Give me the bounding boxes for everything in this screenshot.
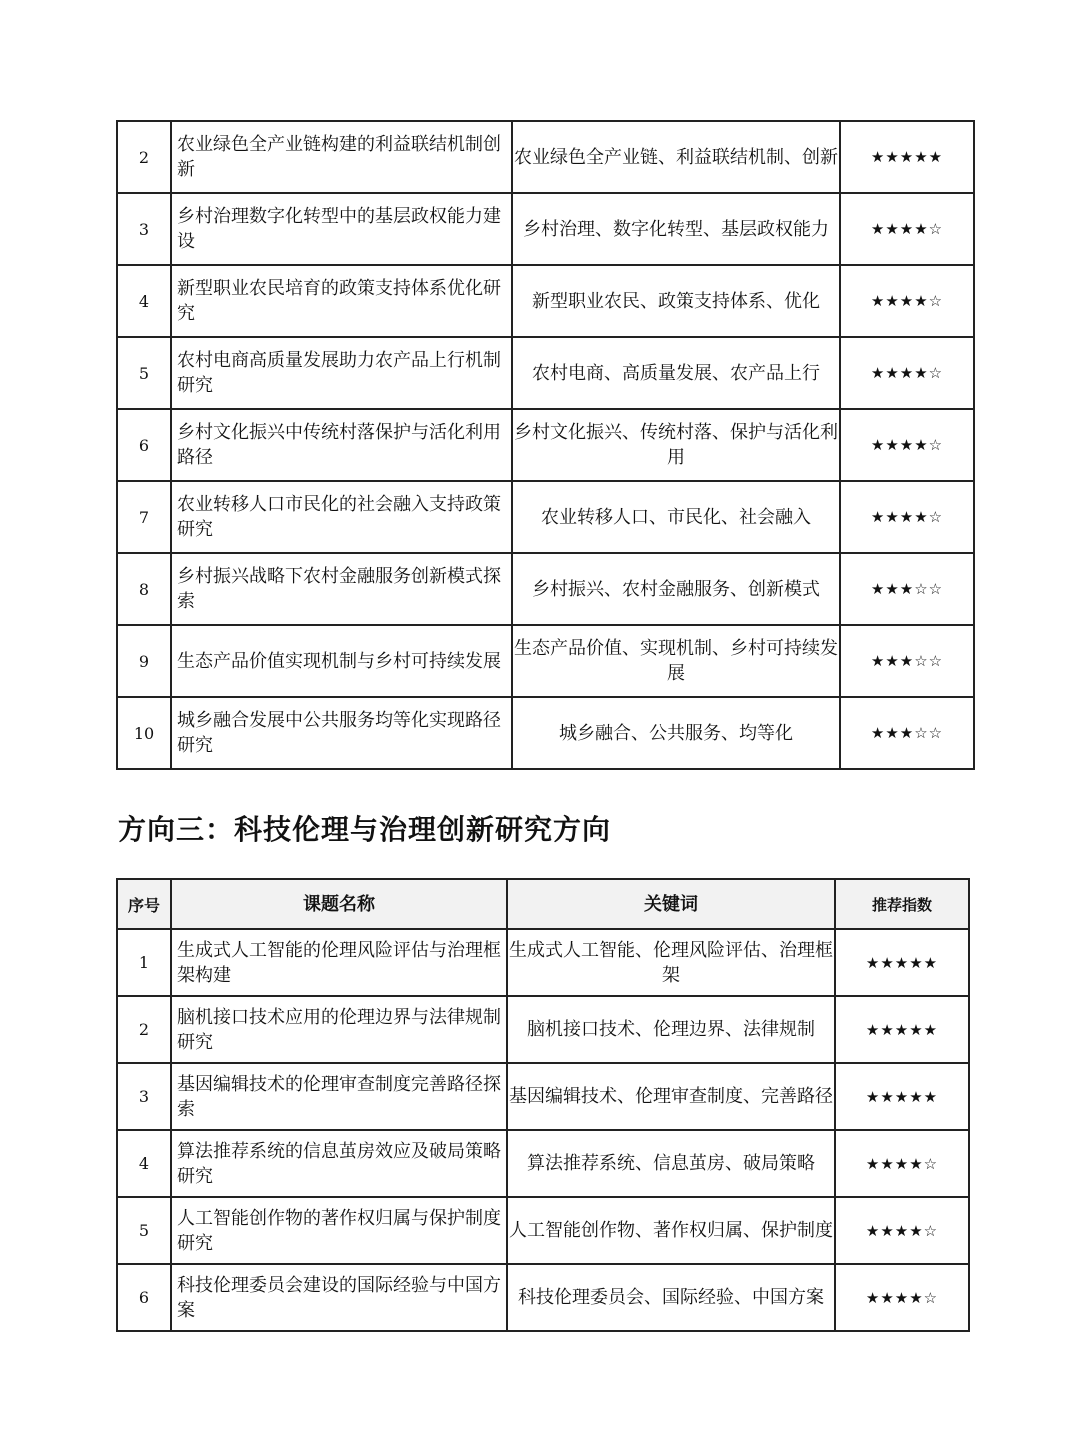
topic-title: 人工智能创作物的著作权归属与保护制度研究 [171,1197,507,1264]
topic-keywords: 脑机接口技术、伦理边界、法律规制 [507,996,835,1063]
table-row [117,265,974,337]
topic-keywords: 算法推荐系统、信息茧房、破局策略 [507,1130,835,1197]
topic-keywords: 生态产品价值、实现机制、乡村可持续发展 [512,625,840,697]
topic-keywords: 新型职业农民、政策支持体系、优化 [512,265,840,337]
topic-keywords: 城乡融合、公共服务、均等化 [512,697,840,769]
topic-title: 城乡融合发展中公共服务均等化实现路径研究 [171,697,512,769]
row-number: 4 [117,265,171,337]
topic-title: 脑机接口技术应用的伦理边界与法律规制研究 [171,996,507,1063]
column-header-title: 课题名称 [171,879,507,929]
table-row [117,996,969,1063]
topic-keywords: 乡村振兴、农村金融服务、创新模式 [512,553,840,625]
table-row [117,1063,969,1130]
topic-title: 乡村振兴战略下农村金融服务创新模式探索 [171,553,512,625]
table-row [117,481,974,553]
section-heading: 方向三：科技伦理与治理创新研究方向 [118,813,612,846]
table-row [117,929,969,996]
topic-title: 农村电商高质量发展助力农产品上行机制研究 [171,337,512,409]
row-number: 4 [117,1130,171,1197]
table-row [117,697,974,769]
topic-title: 科技伦理委员会建设的国际经验与中国方案 [171,1264,507,1331]
row-number: 3 [117,1063,171,1130]
recommendation-stars: ★★★☆☆ [840,553,974,625]
row-number: 7 [117,481,171,553]
topic-keywords: 农村电商、高质量发展、农产品上行 [512,337,840,409]
recommendation-stars: ★★★★☆ [835,1197,969,1264]
table-row [117,193,974,265]
table-header-row [117,879,969,929]
topic-title: 乡村文化振兴中传统村落保护与活化利用路径 [171,409,512,481]
row-number: 2 [117,996,171,1063]
recommendation-stars: ★★★★★ [835,929,969,996]
row-number: 1 [117,929,171,996]
topic-keywords: 人工智能创作物、著作权归属、保护制度 [507,1197,835,1264]
topic-keywords: 科技伦理委员会、国际经验、中国方案 [507,1264,835,1331]
recommendation-stars: ★★★★☆ [840,409,974,481]
topic-title: 算法推荐系统的信息茧房效应及破局策略研究 [171,1130,507,1197]
row-number: 6 [117,1264,171,1331]
topic-keywords: 农业绿色全产业链、利益联结机制、创新 [512,121,840,193]
recommendation-stars: ★★★★☆ [835,1130,969,1197]
table-row [117,1130,969,1197]
recommendation-stars: ★★★☆☆ [840,625,974,697]
topic-title: 农业转移人口市民化的社会融入支持政策研究 [171,481,512,553]
topic-keywords: 乡村文化振兴、传统村落、保护与活化利用 [512,409,840,481]
recommendation-stars: ★★★★★ [835,1063,969,1130]
row-number: 2 [117,121,171,193]
row-number: 10 [117,697,171,769]
table-row [117,121,974,193]
row-number: 8 [117,553,171,625]
recommendation-stars: ★★★★★ [840,121,974,193]
recommendation-stars: ★★★★☆ [840,481,974,553]
topic-keywords: 农业转移人口、市民化、社会融入 [512,481,840,553]
table-row [117,409,974,481]
table-row [117,1264,969,1331]
recommendation-stars: ★★★★☆ [840,337,974,409]
recommendation-stars: ★★★★☆ [835,1264,969,1331]
topic-keywords: 乡村治理、数字化转型、基层政权能力 [512,193,840,265]
row-number: 5 [117,1197,171,1264]
topic-title: 基因编辑技术的伦理审查制度完善路径探索 [171,1063,507,1130]
topics-table-continued [116,120,975,770]
recommendation-stars: ★★★☆☆ [840,697,974,769]
recommendation-stars: ★★★★☆ [840,193,974,265]
topic-keywords: 生成式人工智能、伦理风险评估、治理框架 [507,929,835,996]
row-number: 5 [117,337,171,409]
column-header-number: 序号 [117,879,171,929]
topic-title: 生态产品价值实现机制与乡村可持续发展 [171,625,512,697]
table-row [117,1197,969,1264]
recommendation-stars: ★★★★★ [835,996,969,1063]
topic-title: 乡村治理数字化转型中的基层政权能力建设 [171,193,512,265]
row-number: 9 [117,625,171,697]
topic-title: 生成式人工智能的伦理风险评估与治理框架构建 [171,929,507,996]
row-number: 6 [117,409,171,481]
topic-title: 农业绿色全产业链构建的利益联结机制创新 [171,121,512,193]
column-header-keywords: 关键词 [507,879,835,929]
tech-ethics-topics-table [116,878,970,1332]
row-number: 3 [117,193,171,265]
table-row [117,625,974,697]
table-row [117,553,974,625]
topic-title: 新型职业农民培育的政策支持体系优化研究 [171,265,512,337]
table-row [117,337,974,409]
recommendation-stars: ★★★★☆ [840,265,974,337]
topic-keywords: 基因编辑技术、伦理审查制度、完善路径 [507,1063,835,1130]
column-header-rating: 推荐指数 [835,879,969,929]
